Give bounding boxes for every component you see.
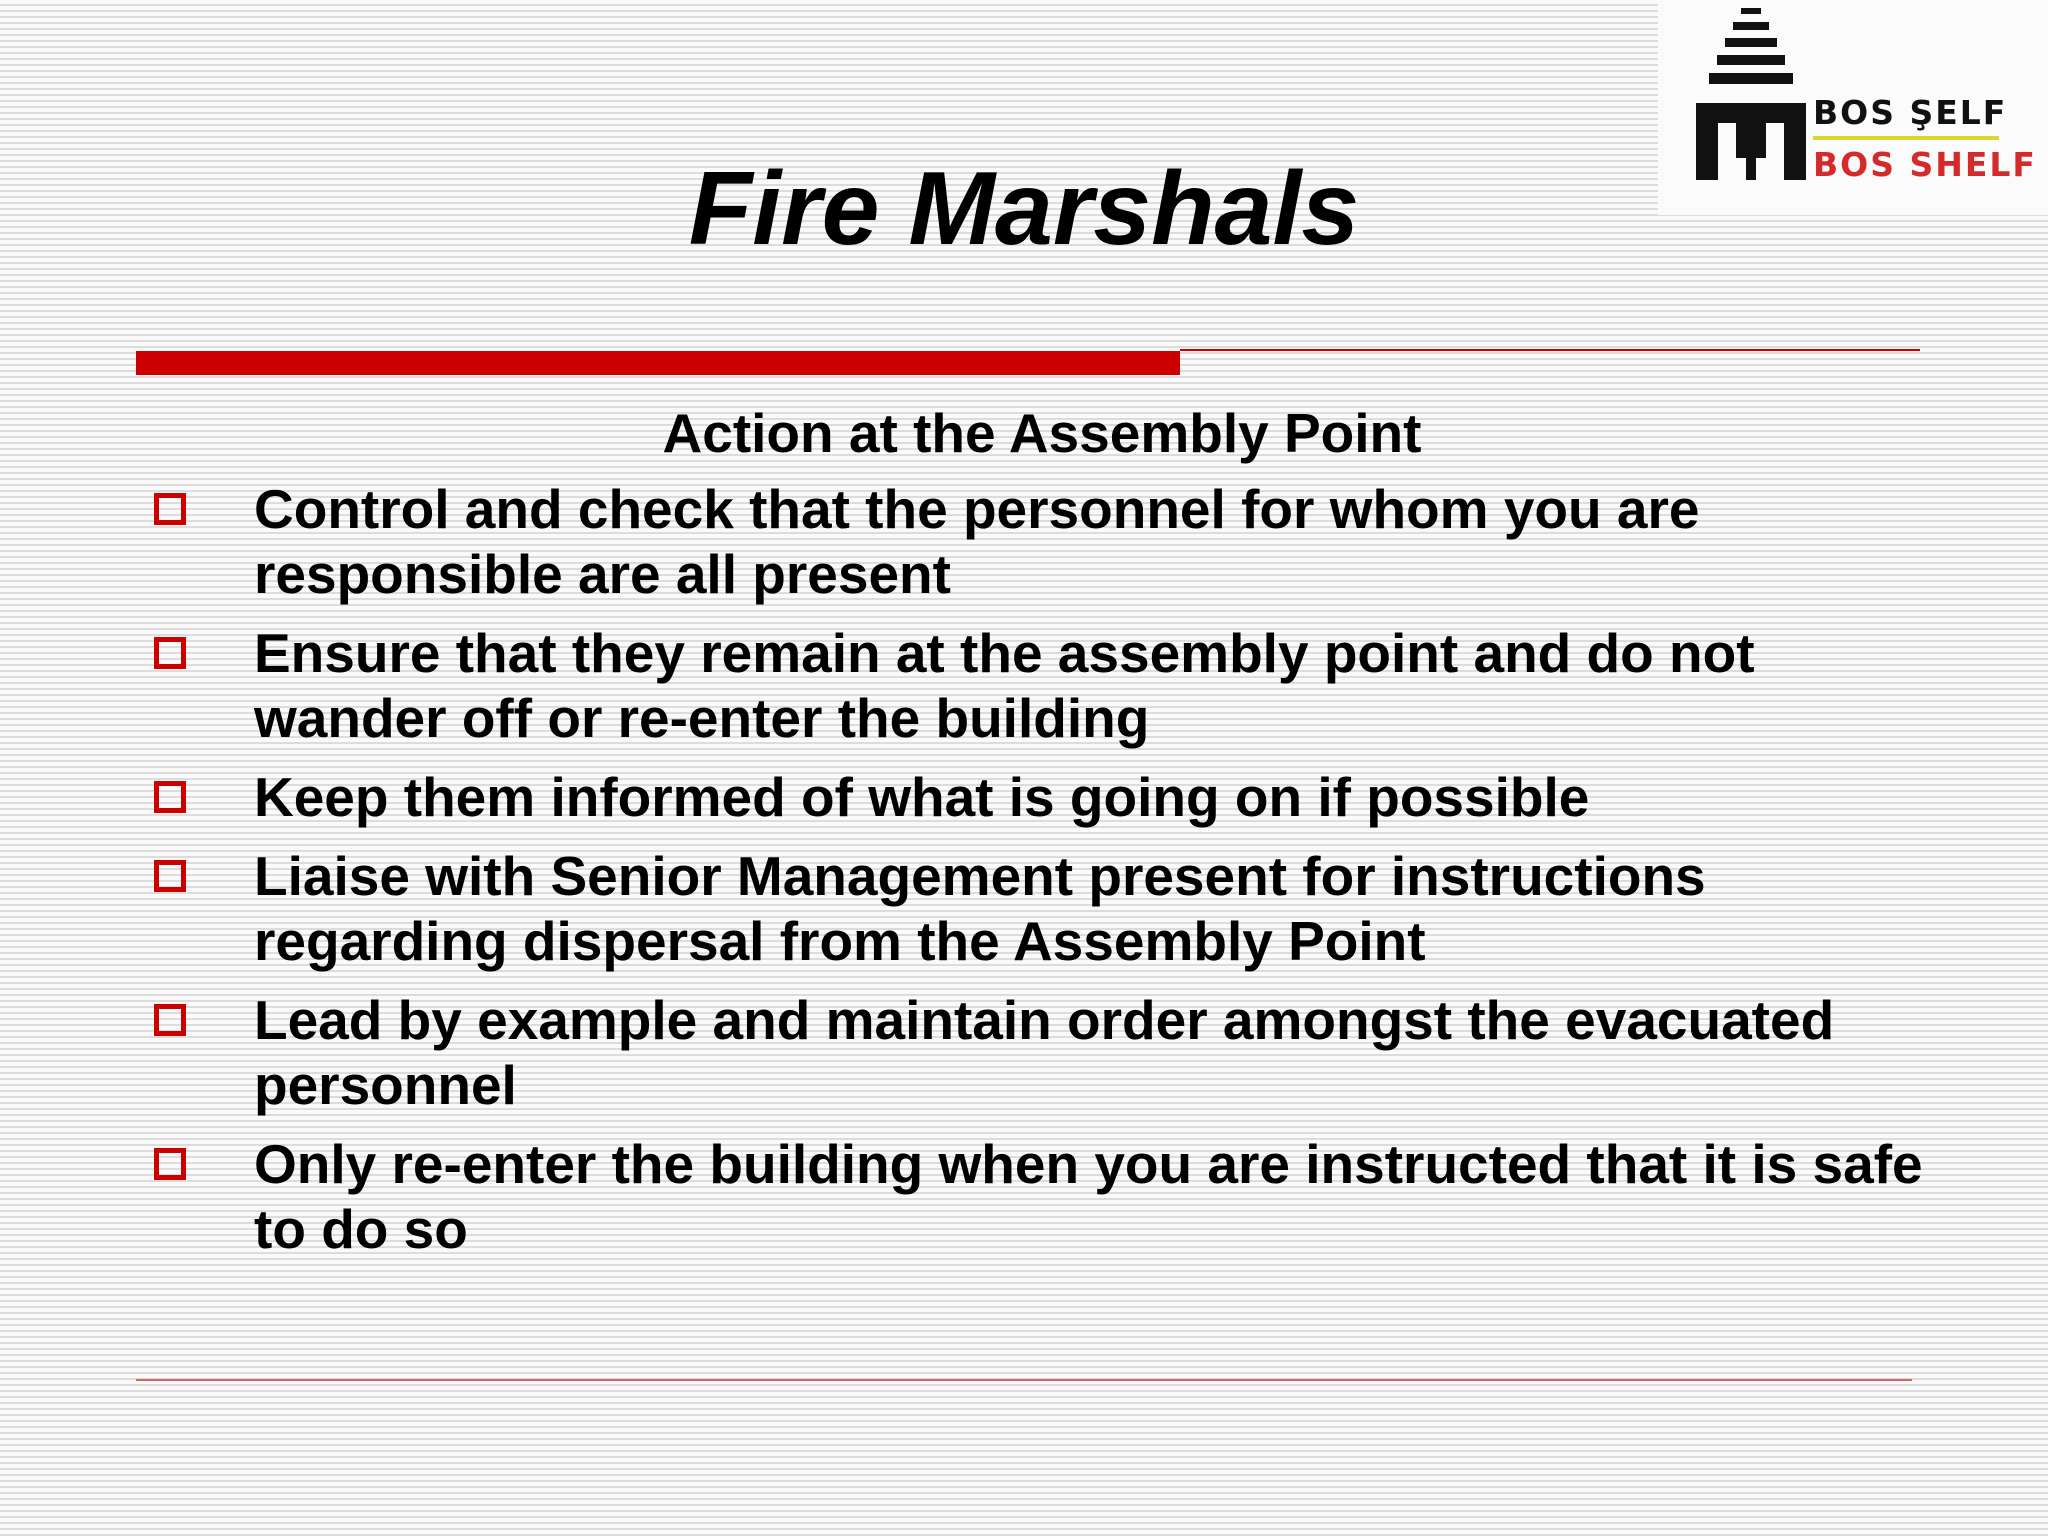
logo-text-line1: BOS ŞELF [1813,93,2008,132]
bullet-item [150,1132,1950,1262]
bullet-text: Liaise with Senior Management present for instructions regarding dispersal from the Assembly Point [254,845,1706,972]
hollow-square-icon [154,860,186,892]
title-rule-thick [136,351,1180,375]
bullet-item [150,477,1950,607]
bullet-text: Ensure that they remain at the assembly point and do not wander off or re-enter the building [254,622,1755,749]
footer-rule [136,1379,1912,1381]
bullet-item [150,765,1950,830]
bullet-list [150,477,1950,1276]
bullet-text: Lead by example and maintain order amongst the evacuated personnel [254,989,1835,1116]
bullet-item [150,844,1950,974]
hollow-square-icon [154,493,186,525]
hollow-square-icon [154,1004,186,1036]
hollow-square-icon [154,1148,186,1180]
logo-text-line2: BOS SHELF [1813,145,2037,184]
bullet-item [150,621,1950,751]
bullet-text: Control and check that the personnel for whom you are responsible are all present [254,478,1700,605]
slide-subheading: Action at the Assembly Point [662,402,1422,464]
logo-divider [1813,136,1999,140]
bullet-text: Only re-enter the building when you are instructed that it is safe to do so [254,1133,1923,1260]
title-rule-thin [1180,349,1920,351]
hollow-square-icon [154,781,186,813]
hollow-square-icon [154,637,186,669]
slide-title: Fire Marshals [688,151,1360,267]
bullet-item [150,988,1950,1118]
bullet-text: Keep them informed of what is going on if possible [254,766,1590,828]
